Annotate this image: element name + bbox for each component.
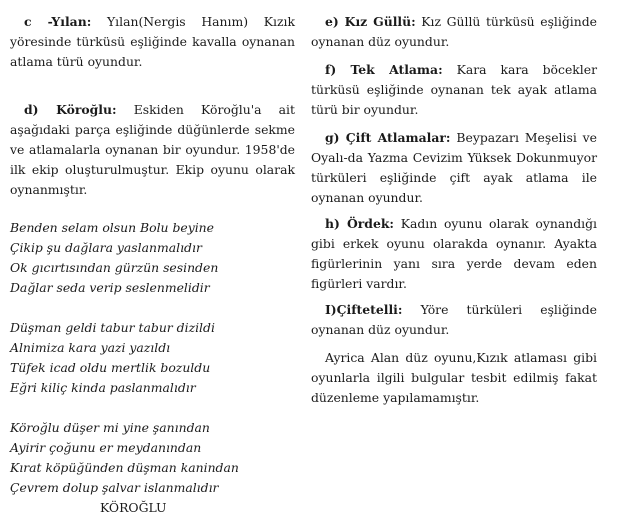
section-g-cift-atlamalar <box>311 128 597 208</box>
poem-line: Çikip şu dağlara yaslanmalıdır <box>10 240 202 255</box>
poem-line: Alnimiza kara yazi yazıldı <box>10 340 171 355</box>
section-e-heading: e) Kız Güllü: <box>325 14 416 29</box>
poem-line: Tüfek icad oldu mertlik bozuldu <box>10 360 211 375</box>
poem-line: Eğri kiliç kinda paslanmalıdır <box>10 380 196 395</box>
section-f-text: Kara kara böcekler türküsü eşliğinde oynanan tek ayak atlama türü bir oyundur. <box>311 62 598 117</box>
section-d-koroglu <box>10 100 295 200</box>
right-column <box>311 0 597 408</box>
poem-stanza-3 <box>10 418 295 498</box>
poem-line: Ok gıcırtısından gürzün sesinden <box>10 260 219 275</box>
closing-paragraph: Ayrica Alan düz oyunu,Kızık atlaması gibi oyunlarla ilgili bulgular tesbit edilmiş fakat düzenleme yapılamamıştır. <box>311 350 597 405</box>
poem-line: Çevrem dolup şalvar islanmalıdır <box>10 480 219 495</box>
section-i-ciftetelli <box>311 300 597 340</box>
section-g-text: Beypazarı Meşelisi ve Oyalı-da Yazma Cevizim Yüksek Dokunmuyor türküleri eşliğinde çift ayak atlama ile oynanan oyundur. <box>311 130 597 205</box>
poem-line: Köroğlu düşer mi yine şanından <box>10 420 210 435</box>
section-c-text: Yılan(Nergis Hanım) Kızık yöresinde türküsü eşliğinde kavalla oynanan atlama türü oyundur. <box>10 14 295 69</box>
section-i-text: Yöre türküleri eşliğinde oynanan düz oyundur. <box>311 302 597 337</box>
poem-signature: KÖROĞLU <box>100 500 167 515</box>
section-g-heading: g) Çift Atlamalar: <box>325 130 451 145</box>
left-column <box>10 0 295 518</box>
section-e-text: Kız Güllü türküsü eşliğinde oynanan düz oyundur. <box>311 14 597 49</box>
section-f-heading: f) Tek Atlama: <box>325 62 443 77</box>
poem-stanza-1 <box>10 218 295 298</box>
poem-line: Benden selam olsun Bolu beyine <box>10 220 214 235</box>
poem-stanza-2 <box>10 318 295 398</box>
poem-line: Dağlar seda verip seslenmelidir <box>10 280 210 295</box>
section-d-text: Eskiden Köroğlu'a ait aşağıdaki parça eşliğinde düğünlerde sekme ve atlamalarla oynanan bir oyundur. 1958'de ilk ekip oluşturulmuştur. Ekip oyunu olarak oynanmıştır. <box>10 102 295 197</box>
section-d-heading: d) Köroğlu: <box>24 102 117 117</box>
poem-line: Ayirir çoğunu er meydanından <box>10 440 202 455</box>
section-e-kiz-gullu <box>311 12 597 52</box>
section-h-text: Kadın oyunu olarak oynandığı gibi erkek oyunu olarakda oynanır. Ayakta figürlerinin yanı sıra yerde devam eden figürleri vardır. <box>311 216 597 291</box>
section-c-heading: c -Yılan: <box>24 14 92 29</box>
section-h-ordek <box>311 214 597 294</box>
poem-line: Kırat köpüğünden düşman kanindan <box>10 460 239 475</box>
section-i-heading: I)Çiftetelli: <box>325 302 403 317</box>
section-f-tek-atlama <box>311 60 597 120</box>
poem-line: Düşman geldi tabur tabur dizildi <box>10 320 215 335</box>
section-c-yilan <box>10 12 295 72</box>
section-h-heading: h) Ördek: <box>325 216 394 231</box>
